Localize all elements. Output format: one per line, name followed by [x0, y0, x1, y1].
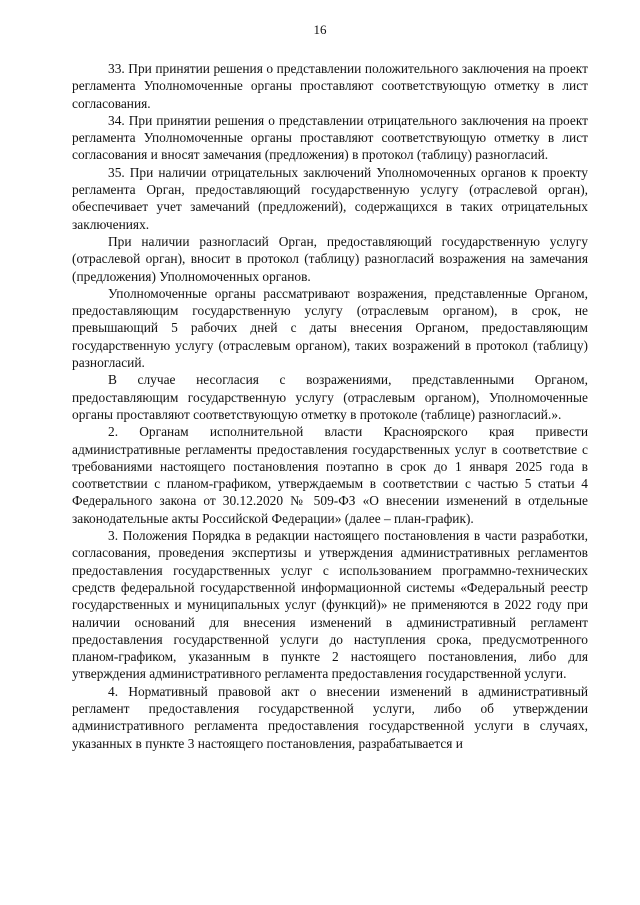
paragraph-34: 34. При принятии решения о представлении отрицательного заключения на проект регламента Уполномоченные органы проставляют соответствующую отметку в лист согласования и вносят замечания (предложения) в протокол (таблицу) разногласий. — [72, 112, 588, 163]
paragraph-item-2: 2. Органам исполнительной власти Красноярского края привести административные регламенты предоставления государственных услуг в соответствие с требованиями настоящего постановления поэтапно в срок до 1 января 2025 года в соответствии с планом-графиком, утверждаемым в соответствии с частью 5 статьи 4 Федерального закона от 30.12.2020 № 509-ФЗ «О внесении изменений в отдельные законодательные акты Российской Федерации» (далее – план-график). — [72, 424, 588, 526]
paragraph-33: 33. При принятии решения о представлении положительного заключения на проект регламента Уполномоченные органы проставляют соответствующую отметку в лист согласования. — [72, 61, 588, 111]
paragraph-objections-review: Уполномоченные органы рассматривают возражения, представленные Органом, предоставляющим государственную услугу (отраслевым органом), в срок, не превышающий 5 рабочих дней с даты внесения Органом, предоставляющим государственную услугу (отраслевым органом), таких возражений в протокол (таблицу) разногласий. — [72, 285, 588, 371]
paragraph-35: 35. При наличии отрицательных заключений Уполномоченных органов к проекту регламента Орган, предоставляющий государственную услугу (отраслевой орган), обеспечивает учет замечаний (предложений), содержащихся в таких отрицательных заключениях. — [72, 164, 588, 232]
page-number: 16 — [313, 22, 327, 37]
paragraph-item-4: 4. Нормативный правовой акт о внесении изменений в административный регламент предоставления государственной услуги, либо об утверждении административного регламента предоставления государственной услуги в случаях, указанных в пункте 3 настоящего постановления, разрабатывается и — [72, 683, 588, 751]
paragraph-disagreement-mark: В случае несогласия с возражениями, представленными Органом, предоставляющим государственную услугу (отраслевым органом), Уполномоченные органы проставляют соответствующую отметку в протоколе (таблице) разногласий.». — [72, 372, 588, 422]
paragraph-disagreements: При наличии разногласий Орган, предоставляющий государственную услугу (отраслевой орган), вносит в протокол (таблицу) разногласий возражения на замечания (предложения) Уполномоченных органов. — [72, 233, 588, 284]
document-body — [72, 60, 588, 752]
paragraph-item-3: 3. Положения Порядка в редакции настоящего постановления в части разработки, согласования, проведения экспертизы и утверждения административных регламентов предоставления государственных услуг с использованием программно-технических средств федеральной государственной информационной системы «Федеральный реестр государственных и муниципальных услуг (функций)» не применяются в 2022 году при наличии оснований для внесения изменений в административный регламент предоставления государственной услуги до наступления срока, предусмотренного планом-графиком, указанным в пункте 2 настоящего постановления, либо для утверждения административного регламента предоставления государственной услуги. — [72, 528, 588, 682]
